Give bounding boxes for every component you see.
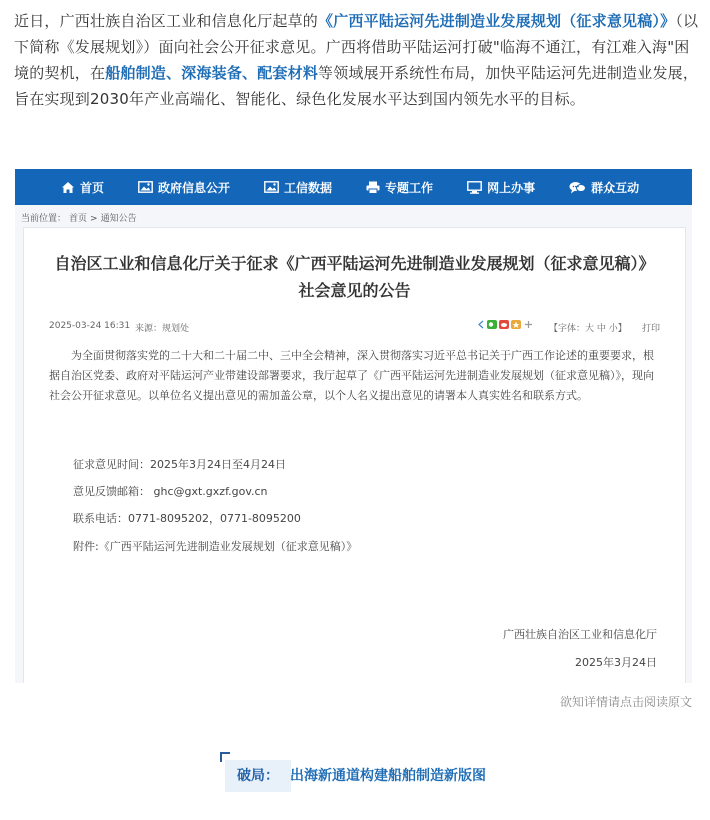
nav-item-online-service[interactable] xyxy=(467,179,535,196)
nav-item-interaction[interactable] xyxy=(569,179,639,196)
image-icon xyxy=(138,181,153,193)
nav-label: 政府信息公开 xyxy=(158,180,231,195)
highlight-separator: 、 xyxy=(166,64,182,82)
printer-icon xyxy=(366,181,380,194)
breadcrumb-separator: > xyxy=(90,214,98,224)
home-icon xyxy=(61,181,75,194)
intro-text: 近日，广西壮族自治区工业和信息化厅起草的 xyxy=(14,12,319,30)
nav-item-home[interactable] xyxy=(61,179,104,196)
attachment-link[interactable]: 附件:《广西平陆运河先进制造业发展规划（征求意见稿）》 xyxy=(73,540,358,553)
intro-paragraph xyxy=(14,8,700,112)
article-meta xyxy=(49,321,661,335)
breadcrumb-current-link[interactable]: 通知公告 xyxy=(100,214,137,224)
share-icons xyxy=(477,320,533,329)
article-source: 来源：规划处 xyxy=(135,324,190,334)
feedback-email: 意见反馈邮箱： ghc@gxt.gxzf.gov.cn xyxy=(73,485,268,498)
nav-label: 群众互动 xyxy=(591,180,640,195)
nav-label: 网上办事 xyxy=(487,180,536,195)
nav-label: 工信数据 xyxy=(284,180,333,195)
article-date: 2025-03-24 16:31 xyxy=(49,321,131,331)
plus-icon[interactable] xyxy=(524,320,533,329)
intro-text: （以下简称《发展规划》）面向社会公开征求意见。广西将借助平陆运河打破"临海不通江，有江难入海"困境的契机，在 xyxy=(14,12,699,82)
nav-item-data[interactable] xyxy=(264,179,332,196)
highlight-supporting-materials: 配套材料 xyxy=(257,64,319,82)
share-icon[interactable] xyxy=(477,320,485,329)
breadcrumb-home-link[interactable]: 首页 xyxy=(69,214,88,224)
section-label: 破局： xyxy=(225,760,291,792)
chat-icon xyxy=(569,181,586,194)
nav-label: 专题工作 xyxy=(385,180,434,195)
nav-item-topics[interactable] xyxy=(366,179,433,196)
section-title: 出海新通道构建船舶制造新版图 xyxy=(290,768,486,784)
read-more-link[interactable]: 欲知详情请点击阅读原文 xyxy=(559,695,692,709)
section-heading xyxy=(220,752,520,794)
article-paragraph: 为全面贯彻落实党的二十大和二十届二中、三中全会精神，深入贯彻落实习近平总书记关于广西工作论述的重要要求，根据自治区党委、政府对平陆运河产业带建设部署要求，我厅起草了《广西平陆运河先进制造业发展规划（征求意见稿）》，现向社会公开征求意见。以单位名义提出意见的需加盖公章，以个人名义提出意见的请署本人真实姓名和联系方式。 xyxy=(49,349,654,402)
article-body xyxy=(49,346,661,406)
contact-phone: 联系电话：0771-8095202，0771-8095200 xyxy=(73,512,301,525)
monitor-icon xyxy=(467,181,482,194)
document-title-link[interactable]: 《广西平陆运河先进制造业发展规划（征求意见稿）》 xyxy=(318,12,676,30)
breadcrumb xyxy=(21,211,140,224)
signature-org: 广西壮族自治区工业和信息化厅 xyxy=(503,628,657,641)
signature-date: 2025年3月24日 xyxy=(575,656,657,669)
wechat-icon[interactable] xyxy=(487,320,497,329)
article-card xyxy=(23,227,686,683)
website-screenshot xyxy=(15,169,692,683)
intro-text: 等领域展开系统性布局，加快平陆运河先进制造业发展，旨在实现到2030年产业高端化、智能化、绿色化发展水平达到国内领先水平的目标。 xyxy=(14,64,699,108)
highlight-shipbuilding: 船舶制造 xyxy=(105,64,167,82)
qzone-icon[interactable] xyxy=(511,320,521,329)
breadcrumb-prefix: 当前位置： xyxy=(21,214,67,224)
print-button[interactable]: 打印 xyxy=(642,324,661,334)
image-icon xyxy=(264,181,279,193)
nav-label: 首页 xyxy=(80,180,105,195)
font-size-control[interactable]: 【字体：大 中 小】 xyxy=(549,324,627,334)
site-navbar xyxy=(15,169,692,205)
weibo-icon[interactable] xyxy=(499,320,509,329)
article-title: 自治区工业和信息化厅关于征求《广西平陆运河先进制造业发展规划（征求意见稿）》社会意见的公告 xyxy=(54,254,655,300)
nav-item-gov-info[interactable] xyxy=(138,179,230,196)
highlight-separator: 、 xyxy=(242,64,258,82)
consultation-period: 征求意见时间：2025年3月24日至4月24日 xyxy=(73,458,286,471)
highlight-deep-sea-equipment: 深海装备 xyxy=(181,64,243,82)
